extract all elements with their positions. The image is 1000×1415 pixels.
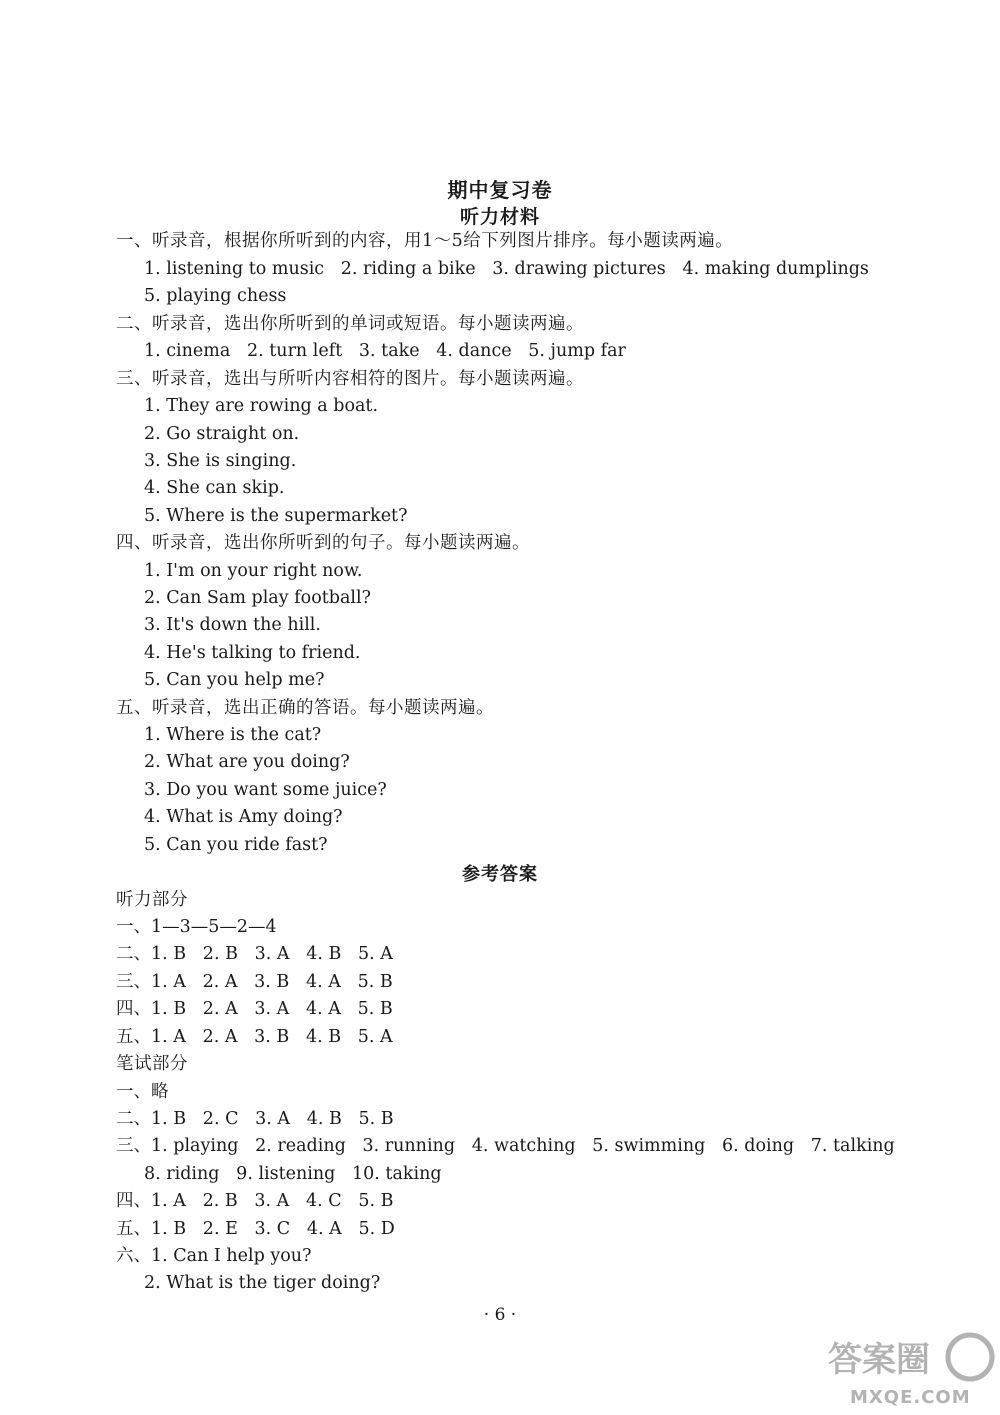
list-item: 5. Can you ride fast? (144, 835, 328, 855)
listening-section-1-heading: 一、听录音，根据你所听到的内容，用1～5给下列图片排序。每小题读两遍。 (116, 231, 734, 251)
listening-section-2-heading: 二、听录音，选出你所听到的单词或短语。每小题读两遍。 (116, 314, 584, 334)
page-title: 期中复习卷 (447, 178, 553, 202)
list-item: 1. Where is the cat? (144, 725, 322, 745)
list-item: 5. Can you help me? (144, 670, 325, 690)
answer-line: 三、1. playing 2. reading 3. running 4. watching 5. swimming 6. doing 7. talking (116, 1136, 895, 1156)
list-item: 1. They are rowing a boat. (144, 396, 379, 416)
list-item: 3. She is singing. (144, 451, 297, 471)
section-title-listening-material: 听力材料 (459, 206, 540, 228)
answer-line: 2. What is the tiger doing? (144, 1273, 381, 1293)
list-item: 2. Go straight on. (144, 424, 300, 444)
listening-section-2-line: 1. cinema 2. turn left 3. take 4. dance 5. jump far (144, 341, 626, 361)
section-title-answer-key: 参考答案 (462, 864, 538, 885)
list-item: 3. It's down the hill. (144, 615, 321, 635)
answer-line: 五、1. B 2. E 3. C 4. A 5. D (116, 1219, 395, 1239)
list-item: 4. She can skip. (144, 478, 285, 498)
answer-line: 四、1. B 2. A 3. A 4. A 5. B (116, 999, 393, 1019)
listening-section-1-line: 5. playing chess (144, 286, 287, 306)
answer-line: 一、1—3—5—2—4 (116, 917, 277, 937)
list-item: 4. What is Amy doing? (144, 807, 343, 827)
watermark-url: MXQE.COM (850, 1387, 971, 1408)
answer-line: 三、1. A 2. A 3. B 4. A 5. B (116, 972, 393, 992)
list-item: 1. I'm on your right now. (144, 561, 363, 581)
listening-section-4-heading: 四、听录音，选出你所听到的句子。每小题读两遍。 (116, 533, 530, 553)
listening-section-3-heading: 三、听录音，选出与所听内容相符的图片。每小题读两遍。 (116, 369, 584, 389)
answer-line: 四、1. A 2. B 3. A 4. C 5. B (116, 1191, 394, 1211)
answer-line: 8. riding 9. listening 10. taking (144, 1164, 442, 1184)
answer-line: 二、1. B 2. B 3. A 4. B 5. A (116, 944, 393, 964)
list-item: 2. What are you doing? (144, 752, 350, 772)
answer-line: 五、1. A 2. A 3. B 4. B 5. A (116, 1027, 393, 1047)
answer-line: 六、1. Can I help you? (116, 1246, 312, 1266)
answer-written-label: 笔试部分 (116, 1054, 188, 1074)
watermark-logo (820, 1325, 998, 1410)
page-number: · 6 · (483, 1305, 517, 1325)
answer-line: 一、略 (116, 1082, 169, 1102)
list-item: 4. He's talking to friend. (144, 643, 361, 663)
list-item: 2. Can Sam play football? (144, 588, 371, 608)
answer-listening-label: 听力部分 (116, 890, 188, 910)
list-item: 5. Where is the supermarket? (144, 506, 408, 526)
watermark-logo-text: 答案圈 (828, 1340, 930, 1380)
answer-line: 二、1. B 2. C 3. A 4. B 5. B (116, 1109, 394, 1129)
list-item: 3. Do you want some juice? (144, 780, 387, 800)
watermark-circle-icon (948, 1335, 992, 1379)
listening-section-5-heading: 五、听录音，选出正确的答语。每小题读两遍。 (116, 698, 494, 718)
listening-section-1-line: 1. listening to music 2. riding a bike 3. drawing pictures 4. making dumplings (144, 259, 869, 279)
